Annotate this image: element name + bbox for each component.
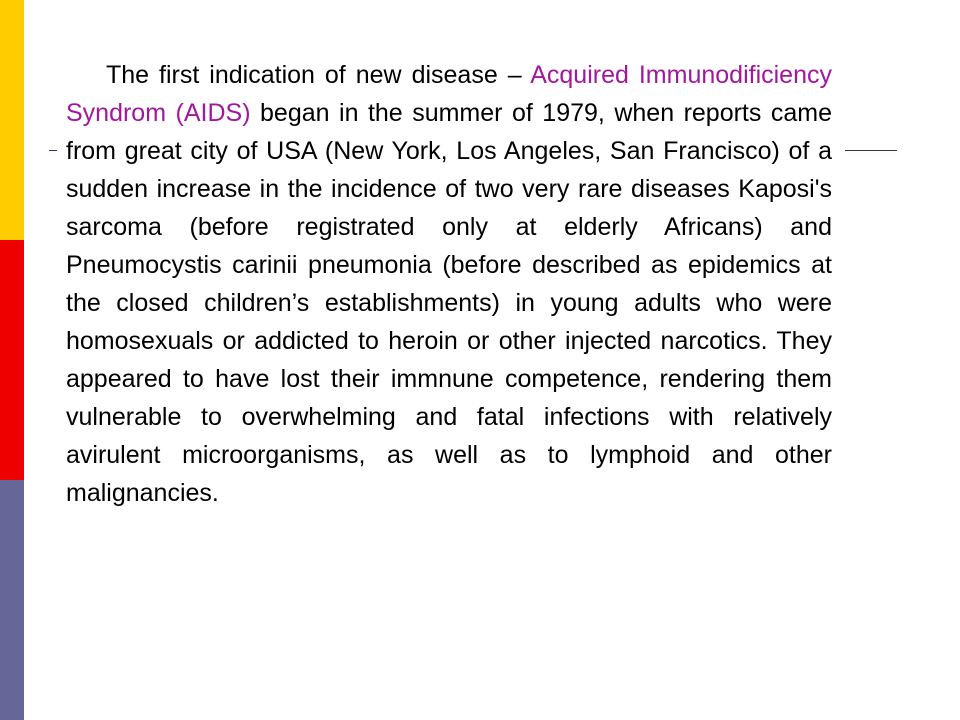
divider-line-left	[49, 150, 57, 151]
paragraph-rest: began in the summer of 1979, when reports came from great city of USA (New York, Los Angeles, San Francisco) of a sudden increase in the incidence of two very rare diseases Kaposi's sarcoma (before registrated only at elderly Africans) and Pneumocystis carinii pneumonia (before described as epidemics at the closed children’s establishments) in young adults who were homosexuals or addicted to heroin or other injected narcotics. They appeared to have lost their immnune competence, rendering them vulnerable to overwhelming and fatal infections with relatively avirulent microorganisms, as well as to lymphoid and other malignancies.	[66, 99, 832, 507]
body-paragraph	[66, 56, 832, 512]
accent-bar-red	[0, 240, 24, 480]
paragraph-intro: The first indication of new disease –	[106, 61, 531, 89]
divider-line-right	[845, 150, 897, 151]
paragraph-highlight-aids: Acquired Immunodificiency Syndrom (AIDS)	[66, 61, 832, 127]
accent-bar-yellow	[0, 0, 24, 240]
accent-bar-slate	[0, 480, 24, 720]
